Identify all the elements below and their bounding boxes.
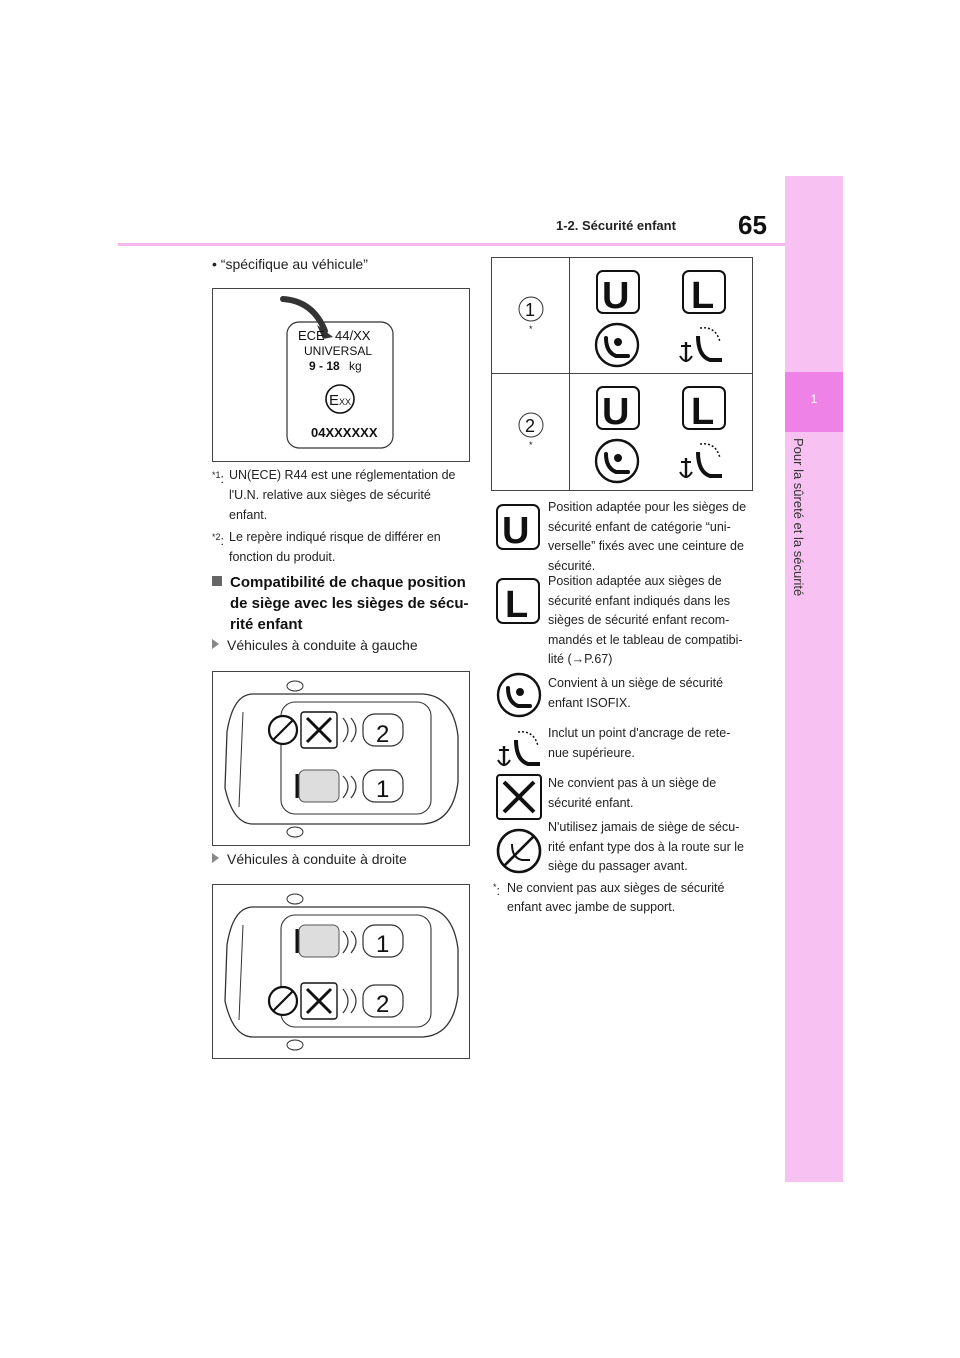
table-row-divider (492, 373, 752, 374)
footnote-1-mark: *1 (212, 470, 221, 480)
seat-1-number: 1 (376, 776, 390, 803)
l-icon (496, 578, 540, 629)
rhd-seat-1-number: 1 (376, 931, 390, 958)
triangle-icon (212, 853, 219, 863)
footnote-1-line3: enfant. (229, 508, 268, 522)
rhd-car-drawing (213, 885, 469, 1058)
triangle-icon (212, 639, 219, 649)
subheading-right-hand-drive: Véhicules à conduite à droite (212, 851, 407, 867)
heading-square-icon (212, 576, 222, 586)
label-universal: UNIVERSAL (304, 344, 373, 358)
universal-u-icon (496, 504, 540, 555)
label-e-mark-sub: XX (339, 397, 352, 407)
legend-tether-text: Inclut un point d'ancrage de rete- nue supérieure. (548, 726, 731, 760)
seat-2-number: 2 (376, 721, 390, 748)
position-1-label: 1 (525, 300, 536, 320)
heading-line2: de siège avec les sièges de sécu- (230, 595, 469, 612)
u-letter: U (602, 391, 630, 430)
table-column-divider (569, 258, 570, 490)
row-1-universal-u-icon (596, 270, 640, 319)
legend-u-text: Position adaptée pour les sièges de sécurité enfant de catégorie “uni- verselle” fixés avec une ceinture de sécurité. (548, 500, 747, 573)
label-weight: 9 - 18 (309, 359, 340, 373)
footnote-1: $^{*1}$: UN(ECE) R44 est une réglementation de (212, 465, 468, 489)
position-2-star: * (529, 440, 533, 450)
section-title: 1-2. Sécurité enfant (556, 218, 676, 233)
legend-isofix-text: Convient à un siège de sécurité enfant ISOFIX. (548, 676, 724, 710)
row-1-isofix-seat-icon (594, 322, 640, 373)
table-row-2-position (516, 410, 550, 455)
label-ece: ECE (298, 328, 325, 343)
footnote-2-line2: fonction du produit. (229, 550, 336, 564)
heading-line3: rité enfant (230, 616, 303, 633)
chapter-tab-strip (785, 176, 843, 1182)
label-regulation: 44/XX (335, 328, 371, 343)
approval-label-figure (212, 288, 470, 462)
row-1-top-tether-icon (678, 322, 726, 373)
row-1-l-icon (682, 270, 726, 319)
row-2-l-icon (682, 386, 726, 435)
chapter-title: Pour la sûreté et la sécurité (791, 438, 806, 597)
u-letter: U (602, 275, 630, 314)
row-2-universal-u-icon (596, 386, 640, 435)
heading-line1: Compatibilité de chaque position (230, 574, 466, 591)
bottom-footnote-mark: *: (493, 882, 500, 899)
position-1-star: * (529, 324, 533, 334)
legend-no-rearward-text: N'utilisez jamais de siège de sécu- rité enfant type dos à la route sur le siège du passager avant. (548, 820, 744, 873)
legend-l-letter: L (505, 584, 529, 624)
top-tether-icon (496, 726, 544, 777)
rhd-seat-2-number: 2 (376, 991, 390, 1018)
no-rearward-seat-icon (494, 826, 544, 881)
footnote-2-mark: *2 (212, 532, 221, 542)
approval-label-drawing (213, 289, 469, 461)
legend-u-letter: U (502, 510, 530, 550)
l-letter: L (691, 275, 715, 314)
label-e-mark: E (329, 392, 340, 409)
bullet-vehicle-specific: • “spécifique au véhicule” (212, 256, 368, 272)
label-weight-unit: kg (349, 359, 362, 373)
header-rule (118, 243, 785, 246)
footnote-2: $^{*2}$: Le repère indiqué risque de différer en (212, 527, 468, 551)
subheading-left-hand-drive: Véhicules à conduite à gauche (212, 637, 418, 653)
footnote-2-line1: Le repère indiqué risque de différer en (229, 530, 441, 544)
bottom-footnote-line1: Ne convient pas aux sièges de sécurité (507, 881, 725, 895)
footnote-1-line2: l'U.N. relative aux sièges de sécurité (229, 488, 431, 502)
footnote-1-line1: UN(ECE) R44 est une réglementation de (229, 468, 456, 482)
position-2-label: 2 (525, 416, 536, 436)
legend-l-text: Position adaptée aux sièges de sécurité enfant indiqués dans les sièges de sécurité enfant recom- mandés et le tableau de compatibi- lité (→P.67) (548, 574, 743, 666)
page-number: 65 (738, 210, 767, 240)
bottom-footnote-line2: enfant avec jambe de support. (507, 900, 676, 914)
table-row-1-position (516, 294, 550, 339)
label-code: 04XXXXXX (311, 425, 378, 440)
l-letter: L (691, 391, 715, 430)
lhd-car-figure (212, 671, 470, 846)
compatibility-table (491, 257, 753, 491)
isofix-seat-icon (496, 672, 542, 723)
compatibility-heading (212, 572, 472, 635)
lhd-car-drawing (213, 672, 469, 845)
row-2-isofix-seat-icon (594, 438, 640, 489)
legend-x-text: Ne convient pas à un siège de sécurité enfant. (548, 776, 717, 810)
x-box-icon (496, 774, 542, 825)
row-2-top-tether-icon (678, 438, 726, 489)
chapter-number: 1 (810, 392, 818, 406)
rhd-car-figure (212, 884, 470, 1059)
